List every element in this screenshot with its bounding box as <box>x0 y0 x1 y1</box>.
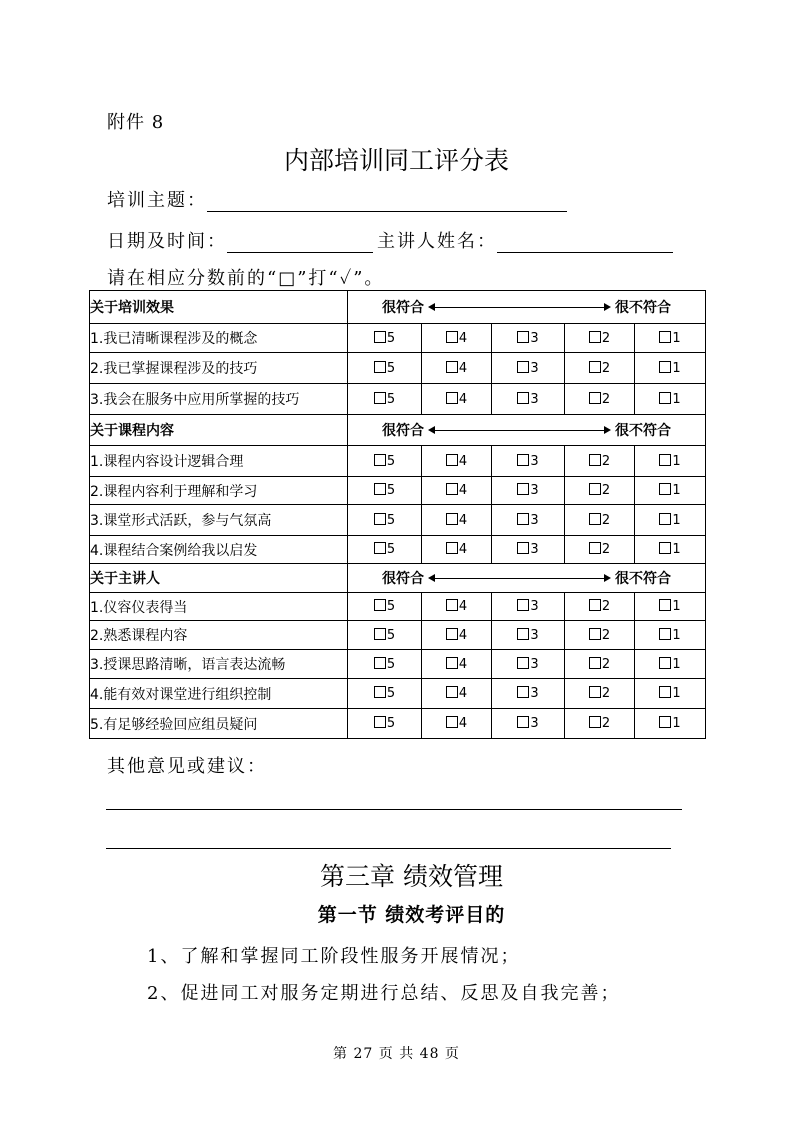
checkbox-icon[interactable] <box>659 716 671 728</box>
question-row <box>90 384 706 415</box>
rating-value: 1 <box>672 686 681 701</box>
rating-value: 5 <box>386 627 396 643</box>
rating-value: 5 <box>386 656 396 672</box>
purpose-item-1: 1、了解和掌握同工阶段性服务开展情况； <box>147 946 521 967</box>
rating-value: 3 <box>530 542 539 557</box>
rating-option-3[interactable] <box>492 505 565 536</box>
checkbox-icon[interactable] <box>517 599 529 611</box>
rating-option-5[interactable] <box>348 709 422 739</box>
checkbox-icon[interactable] <box>659 392 671 404</box>
rating-option-1[interactable] <box>635 324 706 353</box>
rating-value: 5 <box>386 483 396 498</box>
rating-value: 3 <box>530 512 539 528</box>
checkbox-icon[interactable] <box>446 331 458 343</box>
speaker-label: 主讲人姓名： <box>377 231 497 252</box>
question-label: 3.课堂形式活跃，参与气氛高 <box>90 505 348 536</box>
checkbox-icon[interactable] <box>374 599 386 611</box>
topic-blank-line[interactable] <box>207 193 567 212</box>
checkbox-icon[interactable] <box>659 599 671 611</box>
checkbox-icon[interactable] <box>374 542 386 554</box>
rating-option-4[interactable] <box>422 324 492 353</box>
question-row <box>90 679 706 709</box>
question-row <box>90 477 706 505</box>
rating-value: 2 <box>601 391 611 407</box>
section-heading: 第一节 绩效考评目的 <box>317 904 506 926</box>
question-row <box>90 324 706 353</box>
rating-value: 4 <box>458 686 468 701</box>
question-label: 5.有足够经验回应组员疑问 <box>90 709 348 739</box>
checkbox-icon[interactable] <box>446 657 458 669</box>
checkbox-icon[interactable] <box>374 716 386 728</box>
checkbox-icon[interactable] <box>517 392 529 404</box>
checkbox-icon[interactable] <box>589 483 601 495</box>
checkbox-icon[interactable] <box>517 686 529 698</box>
question-label: 2.课程内容利于理解和学习 <box>90 477 348 505</box>
rating-option-5[interactable] <box>348 353 422 384</box>
checkbox-icon[interactable] <box>374 361 386 373</box>
rating-option-5[interactable] <box>348 446 422 477</box>
rating-option-1[interactable] <box>635 621 706 650</box>
rating-value: 3 <box>530 716 539 731</box>
rating-option-2[interactable] <box>565 353 635 384</box>
rating-option-5[interactable] <box>348 650 422 679</box>
checkbox-icon[interactable] <box>517 716 529 728</box>
question-row <box>90 353 706 384</box>
checkbox-icon[interactable] <box>589 513 601 525</box>
question-label: 1.课程内容设计逻辑合理 <box>90 446 348 477</box>
rating-option-3[interactable] <box>492 446 565 477</box>
checkbox-icon[interactable] <box>446 686 458 698</box>
rating-option-5[interactable] <box>348 505 422 536</box>
rating-option-4[interactable] <box>422 709 492 739</box>
rating-option-4[interactable] <box>422 446 492 477</box>
rating-value: 1 <box>672 330 681 346</box>
question-row <box>90 536 706 564</box>
rating-value: 3 <box>530 627 539 643</box>
question-label: 3.我会在服务中应用所掌握的技巧 <box>90 384 348 415</box>
rating-value: 4 <box>458 330 468 346</box>
rating-value: 5 <box>386 599 396 614</box>
checkbox-icon[interactable] <box>589 628 601 640</box>
checkbox-icon[interactable] <box>374 657 386 669</box>
rating-value: 1 <box>672 483 681 498</box>
purpose-item-2: 2、促进同工对服务定期进行总结、反思及自我完善； <box>147 983 621 1004</box>
rating-value: 4 <box>458 512 468 528</box>
rating-option-3[interactable] <box>492 679 565 709</box>
rating-option-3[interactable] <box>492 384 565 415</box>
scale-header <box>348 564 706 593</box>
rating-option-4[interactable] <box>422 477 492 505</box>
rating-option-3[interactable] <box>492 650 565 679</box>
topic-field-row <box>107 186 567 212</box>
rating-option-1[interactable] <box>635 384 706 415</box>
rating-value: 2 <box>601 360 611 376</box>
rating-option-4[interactable] <box>422 536 492 564</box>
rating-option-5[interactable] <box>348 593 422 621</box>
rating-option-1[interactable] <box>635 446 706 477</box>
rating-value: 4 <box>458 627 468 643</box>
rating-option-3[interactable] <box>492 621 565 650</box>
checkbox-icon[interactable] <box>446 483 458 495</box>
rating-value: 5 <box>386 716 396 731</box>
question-label: 3.授课思路清晰，语言表达流畅 <box>90 650 348 679</box>
question-label: 1.我已清晰课程涉及的概念 <box>90 324 348 353</box>
checkbox-icon[interactable] <box>659 454 671 466</box>
rating-value: 1 <box>672 360 681 376</box>
scale-low-label: 很不符合 <box>615 571 672 587</box>
scale-high-label: 很符合 <box>382 423 424 439</box>
checkbox-icon[interactable] <box>446 361 458 373</box>
scale-header <box>348 415 706 446</box>
section-header-row <box>90 291 706 324</box>
checkbox-icon[interactable] <box>517 483 529 495</box>
section-title: 关于课程内容 <box>90 415 348 446</box>
rating-option-3[interactable] <box>492 709 565 739</box>
rating-table-body <box>90 291 706 739</box>
question-label: 4.能有效对课堂进行组织控制 <box>90 679 348 709</box>
rating-value: 4 <box>458 483 468 498</box>
rating-option-1[interactable] <box>635 505 706 536</box>
rating-option-5[interactable] <box>348 324 422 353</box>
rating-option-1[interactable] <box>635 650 706 679</box>
rating-value: 2 <box>601 512 611 528</box>
checkbox-icon[interactable] <box>659 686 671 698</box>
rating-option-2[interactable] <box>565 709 635 739</box>
section-header-row <box>90 564 706 593</box>
rating-value: 2 <box>601 330 611 346</box>
rating-value: 5 <box>386 542 396 557</box>
rating-option-4[interactable] <box>422 621 492 650</box>
rating-value: 1 <box>672 453 681 469</box>
checkbox-icon[interactable] <box>374 686 386 698</box>
checkbox-icon[interactable] <box>659 331 671 343</box>
rating-value: 1 <box>672 391 681 407</box>
rating-value: 1 <box>672 716 681 731</box>
rating-value: 5 <box>386 512 396 528</box>
rating-option-5[interactable] <box>348 536 422 564</box>
checkbox-icon[interactable] <box>589 686 601 698</box>
rating-option-4[interactable] <box>422 593 492 621</box>
question-row <box>90 446 706 477</box>
rating-option-1[interactable] <box>635 709 706 739</box>
checkbox-icon[interactable] <box>659 483 671 495</box>
checkbox-icon[interactable] <box>659 542 671 554</box>
checkbox-icon[interactable] <box>589 392 601 404</box>
rating-option-2[interactable] <box>565 384 635 415</box>
rating-value: 2 <box>601 716 611 731</box>
rating-option-3[interactable] <box>492 593 565 621</box>
checkbox-icon[interactable] <box>446 454 458 466</box>
rating-option-2[interactable] <box>565 650 635 679</box>
question-label: 2.我已掌握课程涉及的技巧 <box>90 353 348 384</box>
rating-value: 3 <box>530 453 539 469</box>
question-label: 2.熟悉课程内容 <box>90 621 348 650</box>
checkbox-icon[interactable] <box>517 513 529 525</box>
question-label: 1.仪容仪表得当 <box>90 593 348 621</box>
rating-value: 4 <box>458 656 468 672</box>
rating-value: 2 <box>601 686 611 701</box>
section-header-row <box>90 415 706 446</box>
rating-value: 4 <box>458 453 468 469</box>
rating-option-2[interactable] <box>565 505 635 536</box>
rating-value: 4 <box>458 360 468 376</box>
rating-value: 1 <box>672 599 681 614</box>
checkbox-icon[interactable] <box>446 716 458 728</box>
rating-option-4[interactable] <box>422 679 492 709</box>
rating-value: 2 <box>601 656 611 672</box>
rating-option-4[interactable] <box>422 384 492 415</box>
checkbox-icon[interactable] <box>374 483 386 495</box>
checkbox-icon[interactable] <box>589 454 601 466</box>
rating-value: 3 <box>530 686 539 701</box>
rating-value: 2 <box>601 599 611 614</box>
rating-value: 5 <box>386 391 396 407</box>
checkbox-icon[interactable] <box>446 542 458 554</box>
question-row <box>90 709 706 739</box>
attachment-label: 附件 8 <box>107 112 165 133</box>
scale-low-label: 很不符合 <box>615 423 672 439</box>
checkbox-icon[interactable] <box>589 716 601 728</box>
checkbox-icon[interactable] <box>589 361 601 373</box>
question-row <box>90 505 706 536</box>
rating-value: 2 <box>601 453 611 469</box>
rating-option-1[interactable] <box>635 536 706 564</box>
double-arrow-icon <box>428 303 611 311</box>
comments-line-2[interactable] <box>106 848 671 849</box>
rating-value: 5 <box>386 360 396 376</box>
date-blank-line[interactable] <box>227 234 373 253</box>
question-row <box>90 593 706 621</box>
rating-value: 3 <box>530 599 539 614</box>
date-label: 日期及时间： <box>107 231 227 252</box>
rating-option-4[interactable] <box>422 505 492 536</box>
rating-value: 2 <box>601 542 611 557</box>
rating-option-4[interactable] <box>422 650 492 679</box>
rating-value: 4 <box>458 716 468 731</box>
checkbox-icon[interactable] <box>659 513 671 525</box>
rating-value: 2 <box>601 627 611 643</box>
rating-option-1[interactable] <box>635 593 706 621</box>
checkbox-icon[interactable] <box>659 628 671 640</box>
rating-value: 2 <box>601 483 611 498</box>
question-row <box>90 621 706 650</box>
rating-option-5[interactable] <box>348 679 422 709</box>
rating-option-3[interactable] <box>492 536 565 564</box>
rating-value: 1 <box>672 627 681 643</box>
rating-value: 5 <box>386 686 396 701</box>
form-title: 内部培训同工评分表 <box>283 146 509 175</box>
page-footer: 第 27 页 共 48 页 <box>333 1046 460 1062</box>
rating-value: 1 <box>672 512 681 528</box>
checkbox-icon[interactable] <box>374 628 386 640</box>
topic-label: 培训主题： <box>107 190 207 211</box>
rating-value: 3 <box>530 360 539 376</box>
comments-label: 其他意见或建议： <box>107 756 267 777</box>
speaker-blank-line[interactable] <box>497 234 673 253</box>
rating-value: 1 <box>672 656 681 672</box>
comments-line-1[interactable] <box>106 809 682 810</box>
checkbox-icon[interactable] <box>374 392 386 404</box>
checkbox-icon[interactable] <box>589 542 601 554</box>
rating-value: 4 <box>458 599 468 614</box>
section-title: 关于培训效果 <box>90 291 348 324</box>
checkbox-icon[interactable] <box>374 454 386 466</box>
chapter-heading: 第三章 绩效管理 <box>320 862 503 891</box>
checkbox-icon[interactable] <box>517 454 529 466</box>
date-speaker-row <box>107 227 673 253</box>
rating-value: 3 <box>530 483 539 498</box>
rating-option-2[interactable] <box>565 446 635 477</box>
rating-value: 5 <box>386 330 396 346</box>
rating-option-5[interactable] <box>348 621 422 650</box>
rating-option-2[interactable] <box>565 536 635 564</box>
rating-option-4[interactable] <box>422 353 492 384</box>
checkbox-icon[interactable] <box>659 361 671 373</box>
rating-option-1[interactable] <box>635 679 706 709</box>
rating-value: 3 <box>530 391 539 407</box>
rating-option-2[interactable] <box>565 477 635 505</box>
rating-option-2[interactable] <box>565 621 635 650</box>
rating-option-2[interactable] <box>565 593 635 621</box>
checkbox-icon[interactable] <box>517 331 529 343</box>
checkbox-icon[interactable] <box>589 657 601 669</box>
checkbox-icon[interactable] <box>446 628 458 640</box>
double-arrow-icon <box>428 574 611 582</box>
rating-value: 4 <box>458 391 468 407</box>
scale-low-label: 很不符合 <box>615 300 672 316</box>
rating-value: 4 <box>458 542 468 557</box>
checkbox-icon[interactable] <box>517 628 529 640</box>
scale-high-label: 很符合 <box>382 571 424 587</box>
scale-header <box>348 291 706 324</box>
checkbox-icon[interactable] <box>589 599 601 611</box>
rating-table <box>89 290 706 739</box>
checkbox-icon[interactable] <box>589 331 601 343</box>
instruction-text: 请在相应分数前的“□”打“✓”。 <box>107 268 385 289</box>
rating-option-3[interactable] <box>492 353 565 384</box>
checkbox-icon[interactable] <box>374 331 386 343</box>
rating-value: 3 <box>530 330 539 346</box>
checkbox-icon[interactable] <box>446 392 458 404</box>
rating-option-1[interactable] <box>635 477 706 505</box>
rating-option-3[interactable] <box>492 477 565 505</box>
question-row <box>90 650 706 679</box>
checkbox-icon[interactable] <box>517 542 529 554</box>
rating-option-5[interactable] <box>348 477 422 505</box>
checkbox-icon[interactable] <box>374 513 386 525</box>
rating-value: 1 <box>672 542 681 557</box>
checkbox-icon[interactable] <box>446 513 458 525</box>
checkbox-icon[interactable] <box>517 657 529 669</box>
rating-option-3[interactable] <box>492 324 565 353</box>
rating-option-2[interactable] <box>565 679 635 709</box>
rating-value: 3 <box>530 656 539 672</box>
checkbox-icon[interactable] <box>446 599 458 611</box>
rating-option-2[interactable] <box>565 324 635 353</box>
double-arrow-icon <box>428 426 611 434</box>
section-title: 关于主讲人 <box>90 564 348 593</box>
checkbox-icon[interactable] <box>659 657 671 669</box>
checkbox-icon[interactable] <box>517 361 529 373</box>
question-label: 4.课程结合案例给我以启发 <box>90 536 348 564</box>
scale-high-label: 很符合 <box>382 300 424 316</box>
rating-value: 5 <box>386 453 396 469</box>
rating-option-1[interactable] <box>635 353 706 384</box>
rating-option-5[interactable] <box>348 384 422 415</box>
